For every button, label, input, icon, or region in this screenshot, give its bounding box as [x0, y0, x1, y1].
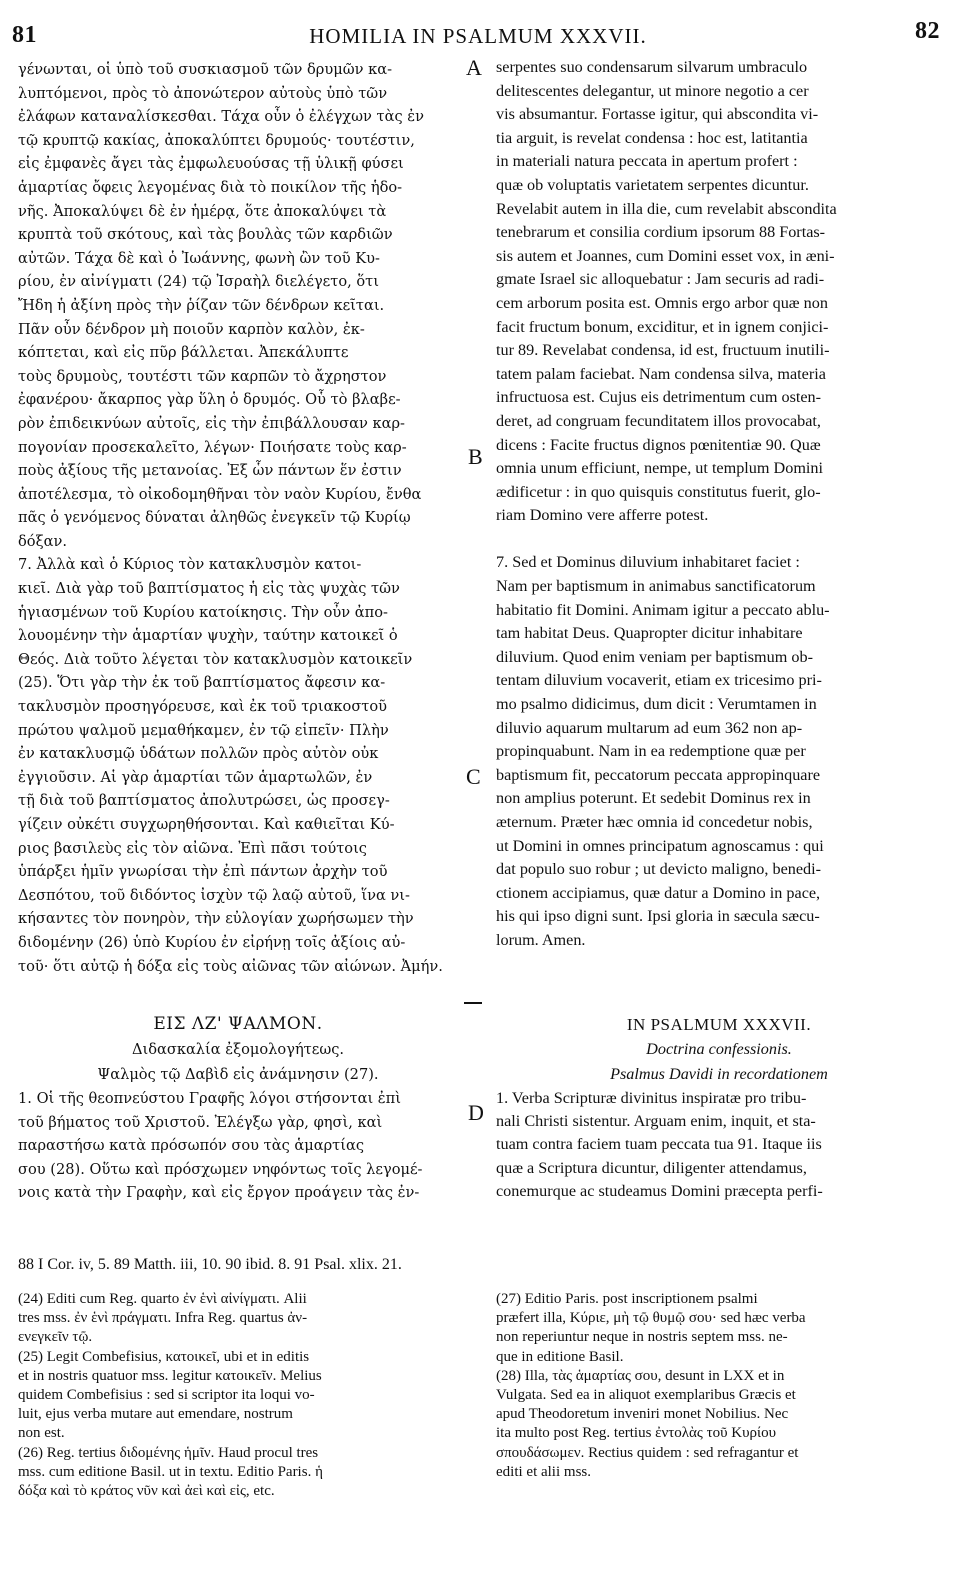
latin-psalm-subtitle: Doctrina confessionis.	[646, 1040, 792, 1058]
text-line: ἐφανέρου· ἄκαρπος γὰρ ὕλη ὁ δρυμός. Οὗ τὸ βλαβε-	[18, 391, 401, 409]
footnote-line: σπουδάσωμεν. Rectius quidem : sed refragantur et	[496, 1444, 799, 1461]
text-line: ædificetur : in quo quisquis constitutus fuerit, glo-	[496, 482, 821, 501]
text-line: ἐλάφων καταναλίσκεσθαι. Τάχα οὖν ὁ ἐλέγχων τὰς ἐν	[18, 108, 424, 126]
text-line: lorum. Amen.	[496, 930, 586, 949]
text-line: tuam contra faciem tuam peccata tua 91. Itaque iis	[496, 1135, 822, 1154]
text-line: mo psalmo didicimus, dum dicit : Verumtamen in	[496, 695, 817, 714]
text-line: riam Domino vere afferre potest.	[496, 506, 709, 525]
text-line: in materiali natura peccata in apertum profert :	[496, 152, 798, 171]
text-line: παραστήσω κατὰ πρόσωπόν σου τὰς ἁμαρτίας	[18, 1137, 365, 1155]
footnote-line: ενεγκεῖν τῷ.	[18, 1329, 93, 1346]
footnote-line: (27) Editio Paris. post inscriptionem psalmi	[496, 1291, 758, 1307]
text-line: tenebrarum et consilia cordium ipsorum 88 Fortas-	[496, 223, 826, 242]
text-line: ρὸν ἐπιδεικνύων αὐτοῖς, εἰς τὴν ἐπιβάλλουσαν καρ-	[18, 414, 405, 432]
text-line: τοῦ· ὅτι αὐτῷ ἡ δόξα εἰς τοὺς αἰῶνας τῶν αἰώνων. Ἀμήν.	[18, 957, 443, 975]
text-line: τοῦ βήματος τοῦ Χριστοῦ. Ἐλέγξω γὰρ, φησὶ, καὶ	[18, 1113, 383, 1131]
text-line: gmate Israel sic alloquebatur : Jam securis ad radi-	[496, 270, 825, 289]
text-line: baptismum fit, peccatorum peccata appropinquare	[496, 765, 821, 784]
text-line: diluvium. Quod enim veniam per baptismum ob-	[496, 647, 813, 666]
footnote-line: apud Theodoretum inveniri monet Nobilius. Nec	[496, 1406, 789, 1423]
text-line: nali Christi sistentur. Arguam enim, inquit, et sta-	[496, 1112, 816, 1131]
footnote-line: que in editione Basil.	[496, 1348, 624, 1365]
latin-psalm-title: IN PSALMUM XXXVII.	[626, 1015, 812, 1034]
text-line: τῇ διὰ τοῦ βαπτίσματος ἀπολυτρώσει, ὡς προσεγ-	[18, 792, 390, 810]
text-line: εἰς ἐμφανὲς ἄγει τὰς ἐμφωλευούσας τῇ ὑλικῇ φύσει	[18, 155, 404, 173]
footnote-line: Vulgata. Sed ea in aliquot exemplaribus Græcis et	[496, 1386, 796, 1403]
footnote-line: mss. cum editione Basil. ut in textu. Editio Paris. ἡ	[18, 1463, 323, 1480]
text-line: νῆς. Ἀποκαλύψει δὲ ἐν ἡμέρᾳ, ὅτε ἀποκαλύψει τὰ	[18, 202, 387, 220]
text-line: ut Domini in omnes principatum agnoscamus : qui	[496, 836, 824, 855]
latin-text-column	[496, 56, 942, 953]
text-line: τοὺς δρυμοὺς, τουτέστι τῶν καρπῶν τὸ ἄχρηστον	[18, 367, 387, 385]
text-line: ὑπάρξει ἡμῖν γνωρίσαι τὴν ἐπὶ πάντων ἀρχὴν τοῦ	[18, 863, 388, 881]
text-line: tam habitat Deus. Quapropter dicitur inhabitare	[496, 624, 803, 643]
greek-text-column	[18, 58, 458, 978]
text-line: dicens : Facite fructus dignos pœnitentiæ 90. Quæ	[496, 435, 821, 454]
footnote-line: tres mss. ἐν ἑνὶ πράγματι. Infra Reg. quartus ἀν-	[18, 1310, 308, 1327]
footnote-line: δόξα καὶ τὸ κράτος νῦν καὶ ἀεὶ καὶ εἰς, etc.	[18, 1482, 275, 1499]
margin-letter-a: A	[466, 55, 482, 80]
text-line: ἐγγιοῦσιν. Αἱ γὰρ ἁμαρτίαι τῶν ἁμαρτωλῶν, ἐν	[18, 768, 373, 786]
page-number-left: 81	[12, 22, 37, 48]
text-line: infructuosa est. Cujus eis detrimentum cum osten-	[496, 388, 822, 407]
text-line: quæ a Scriptura dicuntur, diligenter attendamus,	[496, 1158, 807, 1177]
text-line: facit fructum bonum, exciditur, et in ignem conjici-	[496, 317, 829, 336]
text-line: ἡγιασμένων τοῦ Κυρίου κατοίκησις. Τὴν οὖν ἀπο-	[18, 603, 388, 621]
text-line: 1. Verba Scripturæ divinitus inspiratæ pro tribu-	[496, 1089, 807, 1107]
text-line: conemurque ac studeamus Domini præcepta perfi-	[496, 1181, 823, 1200]
text-line: σου (28). Οὕτω καὶ πρόσχωμεν νηφόντως τοῖς λεγομέ-	[18, 1160, 423, 1178]
greek-psalm-text	[18, 1087, 458, 1205]
text-line: tentam diluvium vocaverit, etiam ex tricesimo pri-	[496, 671, 822, 690]
text-line: κιεῖ. Διὰ γὰρ τοῦ βαπτίσματος ἡ εἰς τὰς ψυχὰς τῶν	[18, 580, 400, 598]
text-line: habitatio fit Domini. Animam igitur a peccato ablu-	[496, 600, 830, 619]
text-line: quæ ob voluptatis varietatem serpentes dicuntur.	[496, 175, 809, 194]
text-line: omnia unum efficiunt, nempe, ut templum Domini	[496, 459, 823, 478]
text-line: sis autem et Joannes, cum Domini esset vox, in æni-	[496, 246, 835, 265]
text-line: æternum. Præter hæc omnia id concedetur nobis,	[496, 813, 813, 831]
text-line: diluvio aquarum multarum ad eum 362 non ap-	[496, 718, 803, 737]
text-line: κόπτεται, καὶ εἰς πῦρ βάλλεται. Ἀπεκάλυπτε	[18, 344, 349, 362]
text-line: serpentes suo condensarum silvarum umbraculo	[496, 58, 808, 76]
text-line: Revelabit autem in illa die, cum revelabit abscondita	[496, 199, 837, 218]
footnote-line: (24) Editi cum Reg. quarto ἐν ἑνὶ αἰνίγματι. Alii	[18, 1291, 307, 1307]
text-line: Δεσπότου, τοῦ διδόντος ἰσχὺν τῷ λαῷ αὐτοῦ, ἵνα νι-	[18, 886, 410, 904]
text-line: δόξαν.	[18, 532, 67, 550]
footnote-line: et in nostris quatuor mss. legitur κατοικεῖν. Melius	[18, 1367, 322, 1384]
text-line: ποὺς ἀξίους τῆς μετανοίας. Ἐξ ὧν πάντων ἕν ἐστιν	[18, 462, 402, 480]
text-line: νοις κατὰ τὴν Γραφὴν, καὶ εἰς ἔργον προάγειν τὰς ἐν-	[18, 1184, 420, 1202]
text-line: τακλυσμὸν προσηγόρευσε, καὶ ἐκ τοῦ τριακοστοῦ	[18, 698, 388, 716]
text-line: delitescentes delegantur, ut minore negotio a cer	[496, 81, 809, 100]
text-line: tatem palam faciebat. Nam condensa silva, materia	[496, 364, 826, 383]
text-line: non amplius poterunt. Et sedebit Dominus rex in	[496, 789, 811, 808]
text-line: ctionem accipiamus, quæ datur a Domino in pace,	[496, 883, 821, 902]
latin-psalm-inscription: Psalmus Davidi in recordationem	[610, 1065, 828, 1083]
text-line: γίζειν οὐκέτι συγχωρηθήσονται. Καὶ καθιεῖται Κύ-	[18, 816, 395, 833]
text-line: αὐτῶν. Τάχα δὲ καὶ ὁ Ἰωάννης, φωνὴ ὢν τοῦ Κυ-	[18, 249, 380, 267]
footnote-line: (25) Legit Combefisius, κατοικεῖ, ubi et in editis	[18, 1348, 310, 1365]
text-line: ἀποτέλεσμα, τὸ οἰκοδομηθῆναι τὸν ναὸν Κυρίου, ἔνθα	[18, 485, 422, 503]
text-line: ριος βασιλεὺς εἰς τὸν αἰῶνα. Ἐπὶ πᾶσι τούτοις	[18, 839, 367, 857]
text-line: cem arborum posita est. Omnis ergo arbor quæ non	[496, 293, 828, 312]
text-line: Ἤδη ἡ ἀξίνη πρὸς τὴν ῥίζαν τῶν δένδρων κεῖται.	[18, 296, 385, 314]
text-line: Nam per baptismum in animabus sanctificatorum	[496, 577, 816, 596]
text-line: πογονίαν προσεκαλεῖτο, λέγων· Ποιήσατε τοὺς καρ-	[18, 438, 407, 456]
text-line: tia arguit, is revelat condensa : hoc est, latitantia	[496, 128, 808, 147]
footnotes-right	[496, 1290, 942, 1482]
greek-psalm-title: ΕΙΣ ΛΖ' ΨΑΛΜΟΝ.	[153, 1014, 323, 1034]
footnote-line: non reperiuntur neque in nostris septem mss. ne-	[496, 1329, 788, 1346]
margin-letter-b: B	[468, 444, 483, 469]
text-line: ἁμαρτίας ὄφεις λεγομένας διὰ τὸ ποικίλον τῆς ἡδο-	[18, 178, 403, 196]
text-line: λυπτόμενοι, πρὸς τὸ ἀπονώτερον αὐτοὺς ὑπὸ τῶν	[18, 84, 388, 102]
page-number-right: 82	[915, 18, 940, 44]
text-line: vis absumantur. Fortasse igitur, qui abscondita vi-	[496, 105, 819, 124]
text-line: his qui ipso digni sunt. Ipsi gloria in sæcula sæcu-	[496, 907, 820, 926]
text-line: (25). Ὅτι γὰρ τὴν ἐκ τοῦ βαπτίσματος ἄφεσιν κα-	[18, 674, 386, 692]
text-line: κρυπτὰ τοῦ σκότους, καὶ τὰς βουλὰς τῶν καρδιῶν	[18, 226, 393, 244]
text-line: λουομένην τὴν ἁμαρτίαν ψυχὴν, ταύτην κατοικεῖ ὁ	[18, 627, 398, 645]
footnote-line: præfert illa, Κύριε, μὴ τῷ θυμῷ σου· sed hæc verba	[496, 1310, 806, 1327]
text-line: πᾶς ὁ γενόμενος δύναται ἀληθῶς ἐνεγκεῖν τῷ Κυρίῳ	[18, 509, 411, 527]
text-line: propinquabunt. Nam in ea redemptione quæ per	[496, 742, 806, 761]
text-line: διδομένην (26) ὑπὸ Κυρίου ἐν εἰρήνῃ τοῖς ἀξίοις αὐ-	[18, 933, 406, 951]
footnote-line: luit, ejus verba mutare aut emendare, nostrum	[18, 1406, 293, 1423]
latin-psalm-text	[496, 1087, 942, 1203]
text-line: dat populo suo robur ; ut devicto maligno, benedi-	[496, 860, 822, 879]
text-line	[496, 528, 942, 552]
text-line: γένωνται, οἱ ὑπὸ τοῦ συσκιασμοῦ τῶν δρυμῶν κα-	[18, 61, 393, 78]
text-line: tur 89. Revelabat condensa, id est, fructuum inutili-	[496, 341, 830, 360]
text-line: κήσαντες τὸν πονηρὸν, τὴν εὐλογίαν χωρήσωμεν τὴν	[18, 910, 414, 928]
text-line: Θεός. Διὰ τοῦτο λέγεται τὸν κατακλυσμὸν κατοικεῖν	[18, 650, 413, 668]
text-line: τῷ κρυπτῷ κακίας, ἀποκαλύπτει δρυμούς· τουτέστιν,	[18, 131, 415, 149]
footnote-line: quidem Combefisius : sed si scriptor ita loqui vo-	[18, 1386, 315, 1403]
greek-psalm-subtitle: Διδασκαλία ἐξομολογήτεως.	[131, 1041, 345, 1058]
text-line: 1. Οἱ τῆς θεοπνεύστου Γραφῆς λόγοι στήσονται ἐπὶ	[18, 1090, 401, 1107]
margin-letter-d: D	[468, 1100, 484, 1125]
running-title: HOMILIA IN PSALMUM XXXVII.	[309, 24, 647, 48]
text-line: ἐν κατακλυσμῷ ὑδάτων πολλῶν πρὸς αὐτὸν οὐκ	[18, 745, 379, 763]
text-line: Πᾶν οὖν δένδρον μὴ ποιοῦν καρπὸν καλὸν, ἐκ-	[18, 320, 365, 338]
footnote-line: (26) Reg. tertius διδομένης ἡμῖν. Haud procul tres	[18, 1444, 319, 1461]
text-line: 7. Ἀλλὰ καὶ ὁ Κύριος τὸν κατακλυσμὸν κατοι-	[18, 556, 362, 574]
greek-psalm-section	[18, 1012, 458, 1205]
page-header	[8, 14, 948, 48]
greek-psalm-inscription: Ψαλμὸς τῷ Δαβὶδ εἰς ἀνάμνησιν (27).	[97, 1066, 379, 1083]
text-line: πρώτου ψαλμοῦ μεμαθήκαμεν, ἐν τῷ εἰπεῖν· Πλὴν	[18, 721, 389, 739]
footnote-line: editi et alii mss.	[496, 1463, 591, 1480]
latin-psalm-section	[496, 1012, 942, 1203]
scripture-references: 88 I Cor. iv, 5. 89 Matth. iii, 10. 90 ibid. 8. 91 Psal. xlix. 21.	[18, 1256, 402, 1273]
margin-letter-c: C	[466, 764, 481, 789]
footnote-line: ita multo post Reg. tertius ἐντολὰς τοῦ Κυρίου	[496, 1425, 776, 1442]
text-line: 7. Sed et Dominus diluvium inhabitaret faciet :	[496, 553, 800, 572]
footnotes-left	[18, 1290, 458, 1501]
section-divider	[464, 1002, 482, 1004]
text-line: deret, ad congruam fecunditatem illos provocabat,	[496, 411, 821, 430]
footnote-line: (28) Illa, τὰς ἁμαρτίας σου, desunt in LXX et in	[496, 1367, 785, 1384]
text-line: ρίου, ἐν αἰνίγματι (24) τῷ Ἰσραὴλ διελέγετο, ὅτι	[18, 273, 379, 291]
footnote-line: non est.	[18, 1425, 65, 1442]
